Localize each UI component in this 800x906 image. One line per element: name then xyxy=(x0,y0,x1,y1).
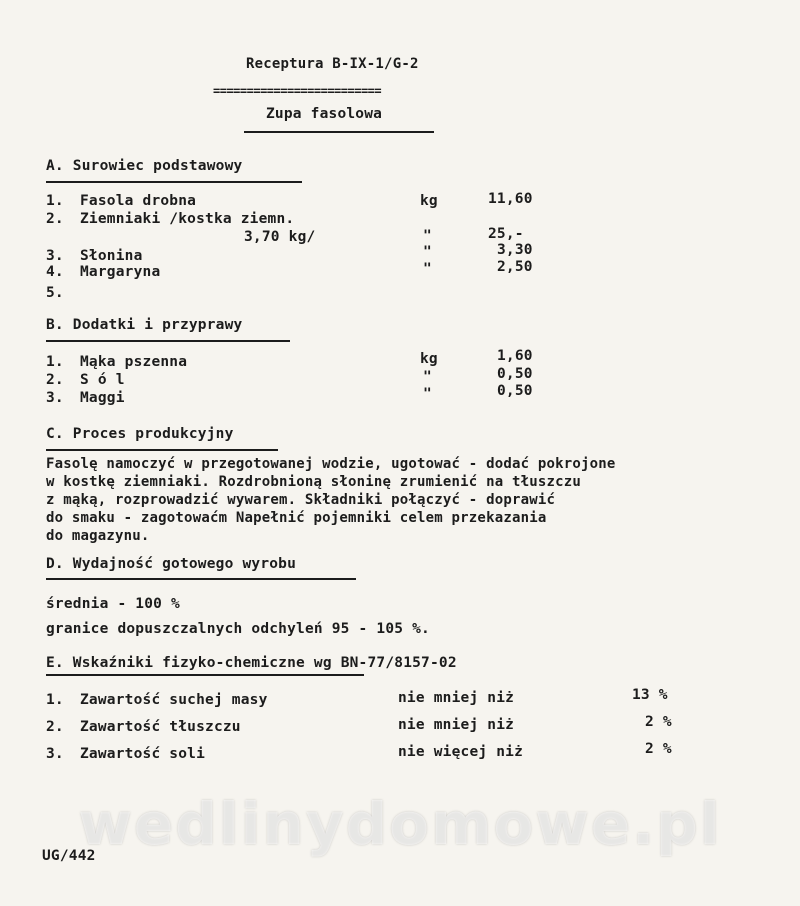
a-item-1-name: Fasola drobna xyxy=(80,193,197,209)
title-double-underline: ========================= xyxy=(213,84,382,98)
a-item-3-qty: 3,30 xyxy=(497,242,533,258)
a-item-1-unit: kg xyxy=(420,193,438,209)
a-item-3-unit: " xyxy=(423,244,432,260)
b-item-2-unit: " xyxy=(423,369,432,385)
process-line-3: z mąką, rozprowadzić wywarem. Składniki połączyć - doprawić xyxy=(46,492,556,508)
e-item-1-name: Zawartość suchej masy xyxy=(80,692,268,708)
e-item-1-condition: nie mniej niż xyxy=(398,690,515,706)
b-item-2-num: 2. xyxy=(46,372,64,388)
a-item-2-unit: " xyxy=(423,228,432,244)
section-c-heading: C. Proces produkcyjny xyxy=(46,426,234,442)
section-e-underline xyxy=(46,674,364,676)
recipe-title: Receptura B-IX-1/G-2 xyxy=(246,56,419,72)
e-item-2-value: 2 % xyxy=(645,714,672,730)
b-item-3-qty: 0,50 xyxy=(497,383,533,399)
a-item-4-num: 4. xyxy=(46,264,64,280)
a-item-2-qty: 25,- xyxy=(488,226,524,242)
section-e-heading xyxy=(46,655,457,672)
document-code: UG/442 xyxy=(42,848,96,864)
process-line-5: do magazynu. xyxy=(46,528,150,544)
a-item-2-num: 2. xyxy=(46,211,64,227)
b-item-1-unit: kg xyxy=(420,351,438,367)
a-item-2-continuation: 3,70 kg/ xyxy=(244,229,316,245)
dish-name: Zupa fasolowa xyxy=(266,106,383,122)
dish-underline xyxy=(244,131,434,133)
yield-tolerance: granice dopuszczalnych odchyleń 95 - 105 %. xyxy=(46,621,430,637)
section-d-underline xyxy=(46,578,356,580)
section-b-underline xyxy=(46,340,290,342)
process-line-2: w kostkę ziemniaki. Rozdrobnioną słoninę zrumienić na tłuszczu xyxy=(46,474,581,490)
b-item-1-name: Mąka pszenna xyxy=(80,354,188,370)
watermark: wedlinydomowe.pl xyxy=(78,790,722,858)
b-item-3-num: 3. xyxy=(46,390,64,406)
a-item-3-num: 3. xyxy=(46,248,64,264)
section-d-heading: D. Wydajność gotowego wyrobu xyxy=(46,556,297,572)
yield-average: średnia - 100 % xyxy=(46,596,180,612)
e-item-3-value: 2 % xyxy=(645,741,672,757)
section-b-heading: B. Dodatki i przyprawy xyxy=(46,317,243,333)
e-item-2-name: Zawartość tłuszczu xyxy=(80,719,241,735)
b-item-2-name: S ó l xyxy=(80,372,125,388)
section-c-underline xyxy=(46,449,278,451)
a-item-1-num: 1. xyxy=(46,193,64,209)
b-item-1-num: 1. xyxy=(46,354,64,370)
process-line-4: do smaku - zagotowaćm Napełnić pojemniki celem przekazania xyxy=(46,510,547,526)
e-item-1-num: 1. xyxy=(46,692,64,708)
a-item-2-name: Ziemniaki /kostka ziemn. xyxy=(80,211,295,227)
a-item-4-name: Margaryna xyxy=(80,264,161,280)
e-item-2-num: 2. xyxy=(46,719,64,735)
section-a-heading: A. Surowiec podstawowy xyxy=(46,158,243,174)
e-item-2-condition: nie mniej niż xyxy=(398,717,515,733)
e-item-3-condition: nie więcej niż xyxy=(398,744,524,760)
a-item-5-num: 5. xyxy=(46,285,64,301)
a-item-4-unit: " xyxy=(423,261,432,277)
b-item-3-unit: " xyxy=(423,386,432,402)
e-item-1-value: 13 % xyxy=(632,687,668,703)
section-e-norm: wg BN-77/8157-02 xyxy=(304,655,457,671)
a-item-1-qty: 11,60 xyxy=(488,191,533,207)
a-item-3-name: Słonina xyxy=(80,248,143,264)
b-item-3-name: Maggi xyxy=(80,390,125,406)
section-a-underline xyxy=(46,181,302,183)
b-item-2-qty: 0,50 xyxy=(497,366,533,382)
a-item-4-qty: 2,50 xyxy=(497,259,533,275)
e-item-3-name: Zawartość soli xyxy=(80,746,206,762)
e-item-3-num: 3. xyxy=(46,746,64,762)
b-item-1-qty: 1,60 xyxy=(497,348,533,364)
section-e-title: E. Wskaźniki fizyko-chemiczne xyxy=(46,655,305,671)
process-line-1: Fasolę namoczyć w przegotowanej wodzie, ugotować - dodać pokrojone xyxy=(46,456,616,472)
